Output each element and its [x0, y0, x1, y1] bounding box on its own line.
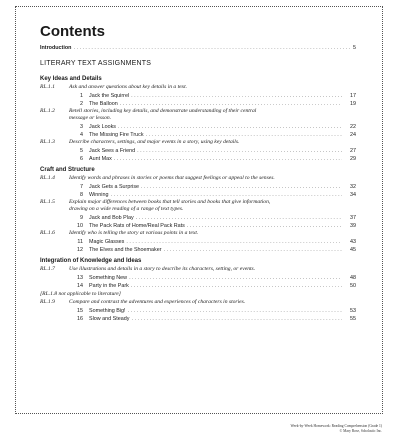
entry-number: 10 [77, 223, 83, 229]
standard-row [40, 139, 356, 146]
entry-page: 32 [350, 184, 356, 190]
standard-row [40, 84, 356, 91]
toc-entry[interactable] [40, 123, 356, 131]
standard-row [40, 199, 356, 213]
footer [290, 424, 382, 434]
entry-number: 5 [80, 148, 83, 154]
toc-entry[interactable] [40, 155, 356, 163]
toc-entry[interactable] [40, 100, 356, 108]
leader-dots [131, 92, 342, 100]
entry-title: Jack Sees a Friend [89, 148, 136, 154]
footer-book-title: Week-by-Week Homework: Reading Comprehension (Grade 1) [290, 424, 382, 428]
entry-number: 8 [80, 192, 83, 198]
entry-page: 48 [350, 275, 356, 281]
entry-title: The Balloon [89, 101, 118, 107]
entry-title: Something Big! [89, 308, 126, 314]
entry-page: 34 [350, 192, 356, 198]
toc-entry[interactable] [40, 92, 356, 100]
standard-code: RL.1.7 [40, 266, 55, 272]
entry-number: 3 [80, 124, 83, 130]
leader-dots [131, 315, 342, 323]
entry-title: Jack the Squirrel [89, 93, 130, 99]
leader-dots [146, 131, 342, 139]
entry-page: 45 [350, 247, 356, 253]
entry-number: 16 [77, 316, 83, 322]
standard-code: RL.1.5 [40, 199, 55, 205]
entry-title: The Elves and the Shoemaker [89, 247, 162, 253]
entry-page: 29 [350, 156, 356, 162]
entry-page: 53 [350, 308, 356, 314]
toc-introduction[interactable] [40, 45, 356, 51]
entry-title: The Pack Rats of Home/Real Pack Rats [89, 223, 185, 229]
entry-number: 7 [80, 184, 83, 190]
entry-title: Party in the Park [89, 283, 129, 289]
standard-description: Explain major differences between books that tell stories and books that give information, drawing on a wide reading of a range of text types. [69, 199, 271, 212]
entry-title: Magic Glasses [89, 239, 125, 245]
standard-row [40, 266, 356, 273]
standard-description: Identify who is telling the story at various points in a text. [69, 230, 199, 236]
standard-description: Compare and contrast the adventures and experiences of characters in stories. [69, 299, 246, 305]
standard-description: Identify words and phrases in stories or poems that suggest feelings or appeal to the senses. [69, 175, 275, 181]
group-heading: Craft and Structure [40, 167, 95, 173]
entry-number: 11 [77, 239, 83, 245]
standard-code: RL.1.9 [40, 299, 55, 305]
entry-title: The Missing Fire Truck [89, 132, 144, 138]
entry-title: Slow and Steady [89, 316, 130, 322]
standard-code: RL.1.4 [40, 175, 55, 181]
standard-description: Ask and answer questions about key details in a text. [69, 84, 188, 90]
entry-page: 22 [350, 124, 356, 130]
entry-page: 19 [350, 101, 356, 107]
toc-entry[interactable] [40, 214, 356, 222]
leader-dots [118, 123, 342, 131]
leader-dots [136, 214, 342, 222]
standard-row [40, 299, 356, 306]
leader-dots [187, 222, 342, 230]
entry-title: Jack and Bob Play [89, 215, 134, 221]
leader-dots [164, 246, 342, 254]
entry-page: 24 [350, 132, 356, 138]
entry-number: 14 [77, 283, 83, 289]
entry-page: 55 [350, 316, 356, 322]
standard-description: Retell stories, including key details, and demonstrate understanding of their central message or lesson. [69, 108, 257, 121]
leader-dots [129, 274, 342, 282]
standard-row [40, 230, 356, 237]
entry-number: 12 [77, 247, 83, 253]
entry-page: 50 [350, 283, 356, 289]
group-heading: Integration of Knowledge and Ideas [40, 258, 142, 264]
leader-dots [120, 100, 342, 108]
entry-title: Winning [89, 192, 109, 198]
leader-dots [131, 282, 342, 290]
group-heading: Key Ideas and Details [40, 76, 102, 82]
entry-number: 15 [77, 308, 83, 314]
toc-entry[interactable] [40, 222, 356, 230]
toc-entry[interactable] [40, 238, 356, 246]
entry-page: 17 [350, 93, 356, 99]
entry-number: 2 [80, 101, 83, 107]
introduction-label: Introduction [40, 45, 72, 51]
leader-dots [137, 147, 342, 155]
toc-entry[interactable] [40, 131, 356, 139]
entry-number: 4 [80, 132, 83, 138]
toc-entry[interactable] [40, 183, 356, 191]
standard-code: RL.1.3 [40, 139, 55, 145]
toc-entry[interactable] [40, 282, 356, 290]
footer-copyright: © Mary Rose, Scholastic Inc. [339, 429, 382, 433]
entry-number: 6 [80, 156, 83, 162]
entry-page: 37 [350, 215, 356, 221]
standard-note: [RL.1.8 not applicable to literature] [40, 291, 121, 297]
entry-title: Aunt Max [89, 156, 112, 162]
toc-entry[interactable] [40, 147, 356, 155]
toc-entry[interactable] [40, 307, 356, 315]
toc-entry[interactable] [40, 315, 356, 323]
toc-entry[interactable] [40, 191, 356, 199]
entry-page: 43 [350, 239, 356, 245]
leader-dots [126, 238, 342, 246]
entry-number: 13 [77, 275, 83, 281]
section-heading: LITERARY TEXT ASSIGNMENTS [40, 60, 152, 67]
entry-title: Something New [89, 275, 128, 281]
leader-dots [73, 45, 351, 51]
standard-description: Use illustrations and details in a story to describe its characters, setting, or events. [69, 266, 256, 272]
leader-dots [114, 155, 342, 163]
standard-code: RL.1.6 [40, 230, 55, 236]
toc-entry[interactable] [40, 274, 356, 282]
entry-page: 39 [350, 223, 356, 229]
standard-row [40, 108, 356, 122]
page-title: Contents [40, 23, 105, 40]
toc-content [40, 72, 356, 323]
toc-entry[interactable] [40, 246, 356, 254]
leader-dots [128, 307, 342, 315]
entry-number: 1 [80, 93, 83, 99]
introduction-page: 5 [353, 45, 356, 51]
entry-number: 9 [80, 215, 83, 221]
entry-title: Jack Looks [89, 124, 116, 130]
entry-page: 27 [350, 148, 356, 154]
leader-dots [141, 183, 342, 191]
standard-code: RL.1.2 [40, 108, 55, 114]
leader-dots [110, 191, 342, 199]
entry-title: Jack Gets a Surprise [89, 184, 140, 190]
standard-row [40, 175, 356, 182]
standard-code: RL.1.1 [40, 84, 55, 90]
standard-description: Describe characters, settings, and major events in a story, using key details. [69, 139, 240, 145]
